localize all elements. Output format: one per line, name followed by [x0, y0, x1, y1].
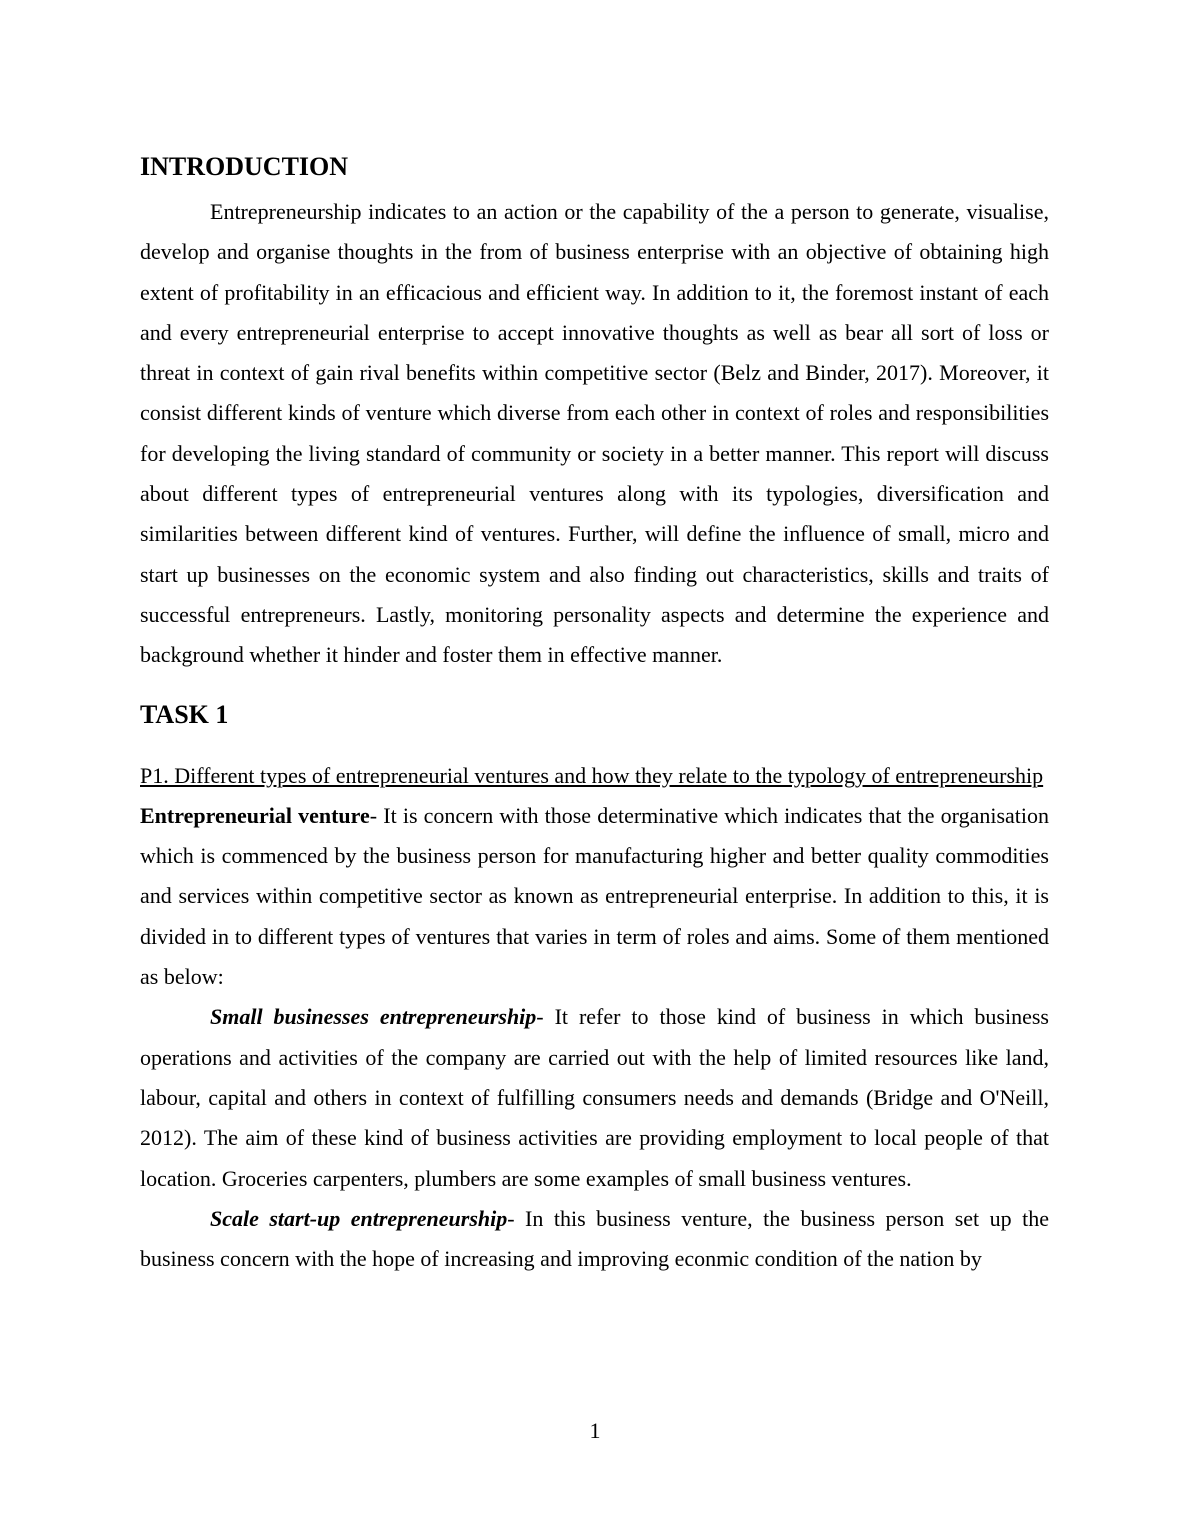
scale-startup-paragraph: [140, 1199, 1049, 1280]
p1-subheading: P1. Different types of entrepreneurial ventures and how they relate to the typology of entrepreneurship: [140, 762, 1044, 788]
small-business-text: - It refer to those kind of business in which business operations and activities of the company are carried out with the help of limited resources like land, labour, capital and others in context of fulfilling consumers needs and demands (Bridge and O'Neill, 2012). The aim of these kind of business activities are providing employment to local people of that location. Groceries carpenters, plumbers are some examples of small business ventures.: [140, 1004, 1049, 1191]
introduction-heading: INTRODUCTION: [140, 152, 349, 181]
page-number: 1: [589, 1418, 601, 1443]
document-page: [140, 150, 1049, 1279]
entrepreneurial-venture-term: Entrepreneurial venture: [140, 802, 370, 828]
task1-heading: TASK 1: [140, 699, 229, 729]
small-business-term: Small businesses entrepreneurship: [210, 1004, 537, 1030]
scale-startup-text: - In this business venture, the business person set up the business concern with the hope of increasing and improving econmic condition of the nation by: [140, 1205, 1049, 1272]
small-business-paragraph: [140, 997, 1049, 1198]
entrepreneurial-venture-text: - It is concern with those determinative which indicates that the organisation which is commenced by the business person for manufacturing higher and better quality commodities and services within competitive sector as known as entrepreneurial enterprise. In addition to this, it is divided in to different types of ventures that varies in term of roles and aims. Some of them mentioned as below:: [140, 802, 1049, 990]
introduction-paragraph: Entrepreneurship indicates to an action or the capability of the a person to generate, visualise, develop and organise thoughts in the from of business enterprise with an objective of obtaining high extent of profitability in an efficacious and efficient way. In addition to it, the foremost instant of each and every entrepreneurial enterprise to accept innovative thoughts as well as bear all sort of loss or threat in context of gain rival benefits within competitive sector (Belz and Binder, 2017). Moreover, it consist different kinds of venture which diverse from each other in context of roles and responsibilities for developing the living standard of community or society in a better manner. This report will discuss about different types of entrepreneurial ventures along with its typologies, diversification and similarities between different kind of ventures. Further, will define the influence of small, micro and start up businesses on the economic system and also finding out characteristics, skills and traits of successful entrepreneurs. Lastly, monitoring personality aspects and determine the experience and background whether it hinder and foster them in effective manner.: [140, 199, 1049, 668]
entrepreneurial-venture-paragraph: [140, 796, 1049, 997]
scale-startup-term: Scale start-up entrepreneurship: [210, 1205, 508, 1231]
